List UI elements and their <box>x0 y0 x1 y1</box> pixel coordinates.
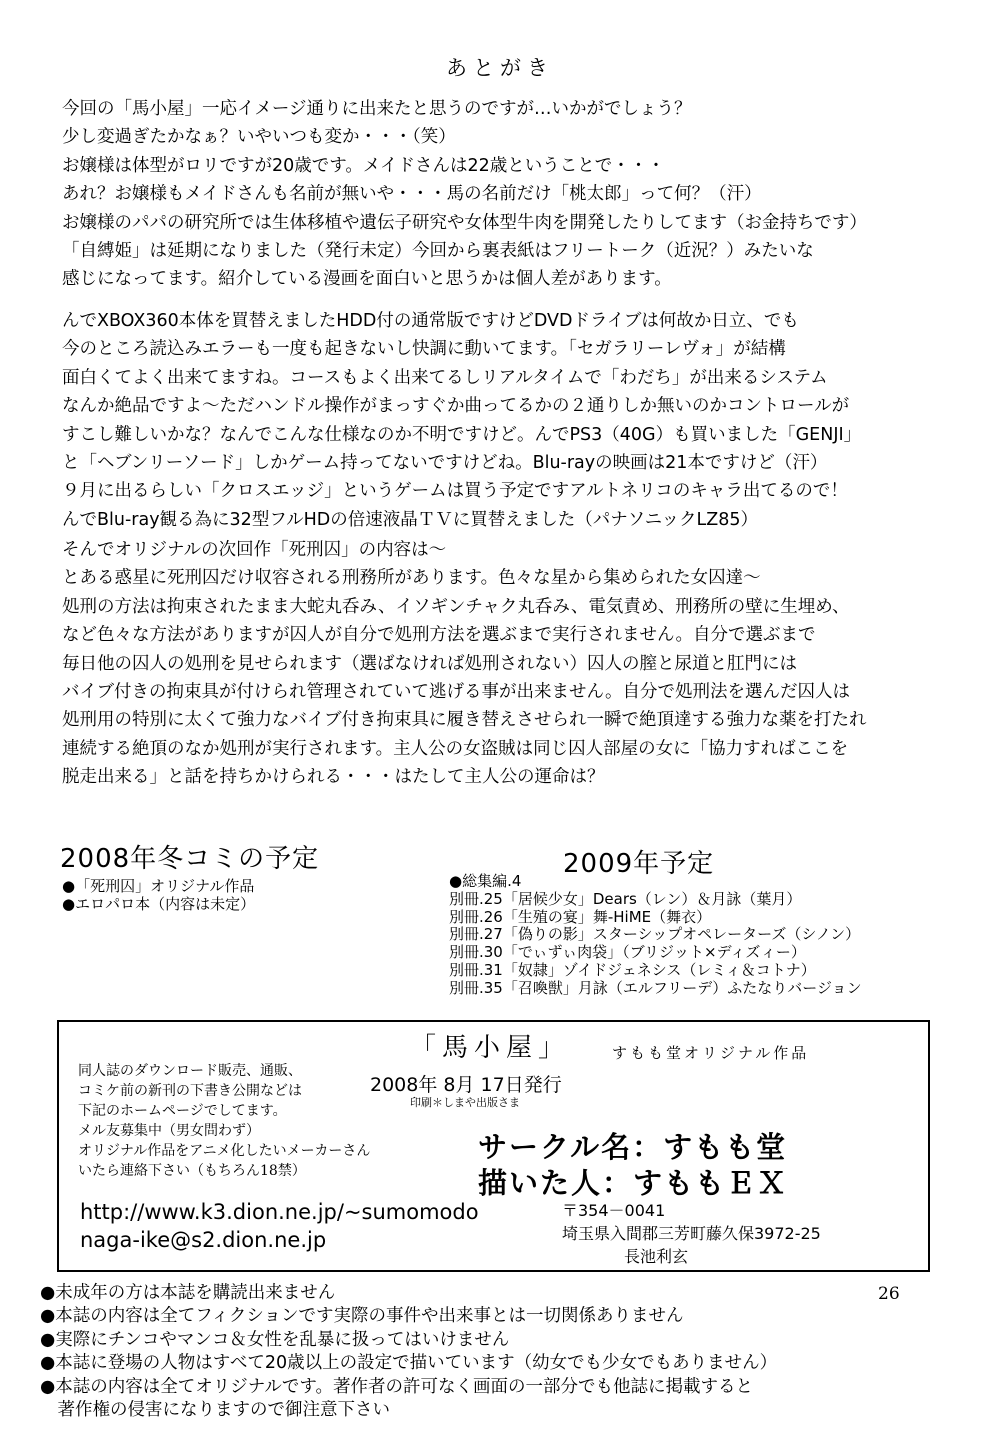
text-line: 今回の「馬小屋」一応イメージ通りに出来たと思うのですが…いかがでしょう？ <box>62 99 692 119</box>
author-name: 長池利玄 <box>624 1247 689 1266</box>
list-item: 別冊.27「偽りの影」スターシップオペレーターズ（シノン） <box>449 925 861 944</box>
afterword-paragraph-2 <box>62 307 962 534</box>
notices <box>40 1282 777 1422</box>
list-item: 別冊.26「生殖の宴」舞-HiME（舞衣） <box>449 907 712 926</box>
postal-code: 〒354－0041 <box>562 1201 666 1220</box>
list-item: 別冊.31「奴隷」ゾイドジェネシス（レミィ＆コトナ） <box>449 960 816 979</box>
work-subtitle: すもも堂オリジナル作品 <box>612 1044 810 1062</box>
info-line: 下記のホームページでしてます。 <box>78 1103 287 1119</box>
text-line: あれ？お嬢様もメイドさんも名前が無いや・・・馬の名前だけ「桃太郎」って何？（汗） <box>62 184 762 205</box>
info-line: オリジナル作品をアニメ化したいメーカーさん <box>78 1143 371 1159</box>
list-item: ●「死刑囚」オリジナル作品 <box>62 877 255 895</box>
printer: 印刷＊しまや出版さま <box>410 1096 520 1109</box>
email-link[interactable]: naga-ike@s2.dion.ne.jp <box>80 1228 327 1252</box>
text-line: 毎日他の囚人の処刑を見せられます（選ばなければ処刑されない）囚人の膣と尿道と肛門には <box>62 653 797 674</box>
text-line: 連続する絶頂のなか処刑が実行されます。主人公の女盗賊は同じ囚人部屋の女に「協力すればここを <box>62 738 849 759</box>
text-line: すこし難しいかな？なんでこんな仕様なのか不明ですけど。んでPS3（40G）も買いました「GENJI」 <box>62 424 862 445</box>
list-item: 別冊.35「召喚獣」月詠（エルフリーデ）ふたなりバージョン <box>449 978 862 997</box>
text-line: 処刑用の特別に太くて強力なバイブ付き拘束具に履き替えさせられ一瞬で絶頂達する強力な薬を打たれ <box>62 710 867 731</box>
text-line: とある惑星に死刑囚だけ収容される刑務所があります。色々な星から集められた女囚達～ <box>62 568 761 589</box>
notice-line: ●未成年の方は本誌を購読出来ません <box>40 1283 336 1303</box>
info-line: 同人誌のダウンロード販売、通販、 <box>78 1063 302 1079</box>
info-line: いたら連絡下さい（もちろん18禁） <box>78 1163 306 1179</box>
list-item: 別冊.30「でぃずぃ肉袋」（ブリジット×ディズィー） <box>449 943 806 962</box>
text-line: 面白くてよく出来てますね。コースもよく出来てるしリアルタイムで「わだち」が出来るシステム <box>62 367 828 388</box>
artist-name: 描いた人：すももＥＸ <box>478 1166 789 1200</box>
text-line: と「ヘブンリーソード」しかゲーム持ってないですけどね。Blu-rayの映画は21本ですけど（汗） <box>62 453 828 474</box>
text-line: お嬢様のパパの研究所では生体移植や遺伝子研究や女体型牛肉を開発したりしてます（お金持ちです） <box>62 212 867 233</box>
afterword-paragraph-3 <box>62 536 962 792</box>
info-line: メル友募集中（男女問わず） <box>78 1123 260 1139</box>
homepage-link[interactable]: http://www.k3.dion.ne.jp/~sumomodo <box>80 1200 479 1224</box>
list-item: ●エロパロ本（内容は未定） <box>62 894 256 913</box>
text-line: 「自縛姫」は延期になりました（発行未定）今回から裏表紙はフリートーク（近況？）みたいな <box>62 241 814 262</box>
text-line: ９月に出るらしい「クロスエッジ」というゲームは買う予定ですアルトネリコのキャラ出てるので！ <box>62 481 848 502</box>
text-line: など色々な方法がありますが囚人が自分で処刑方法を選ぶまで実行されません。自分で選ぶまで <box>62 625 816 646</box>
notice-line: ●本誌に登場の人物はすべて20歳以上の設定で描いています（幼女でも少女でもありません） <box>40 1353 778 1374</box>
colophon-info <box>78 1061 370 1181</box>
contact-links <box>80 1198 479 1254</box>
schedule-2009-list <box>449 873 862 998</box>
text-line: そんでオリジナルの次回作「死刑囚」の内容は～ <box>62 540 447 560</box>
circle-credits <box>478 1129 788 1201</box>
notice-line: ●実際にチンコやマンコ＆女性を乱暴に扱ってはいけません <box>40 1329 510 1350</box>
text-line: んでXBOX360本体を買替えましたHDD付の通常版ですけどDVDドライブは何故か日立、でも <box>62 311 799 331</box>
text-line: お嬢様は体型がロリですが20歳です。メイドさんは22歳ということで・・・ <box>62 155 665 176</box>
page-title: あとがき <box>446 56 554 80</box>
text-line: なんか絶品ですよ～ただハンドル操作がまっすぐか曲ってるかの２通りしか無いのかコントロールが <box>62 396 850 417</box>
issue-date: 2008年 8月 17日発行 <box>370 1074 562 1096</box>
text-line: んでBlu-ray観る為に32型フルHDの倍速液晶ＴＶに買替えました（パナソニックLZ85） <box>62 509 759 530</box>
text-line: 感じになってます。紹介している漫画を面白いと思うかは個人差があります。 <box>62 269 672 290</box>
text-line: 処刑の方法は拘束されたまま大蛇丸呑み、イソギンチャク丸呑み、電気責め、刑務所の壁に生埋め、 <box>62 596 850 617</box>
text-line: 今のところ読込みエラーも一度も起きないし快調に動いてます。「セガラリーレヴォ」が結構 <box>62 339 786 360</box>
circle-name: サークル名：すもも堂 <box>478 1130 788 1164</box>
postal-address <box>562 1199 821 1268</box>
work-title: 「馬小屋」 <box>410 1033 571 1063</box>
notice-line: ●本誌の内容は全てフィクションです実際の事件や出来事とは一切関係ありません <box>40 1306 684 1327</box>
text-line: 脱走出来る」と話を持ちかけられる・・・はたして主人公の運命は？ <box>62 767 605 788</box>
page-number: 26 <box>878 1284 900 1304</box>
schedule-2008-list <box>62 878 255 914</box>
schedule-2008-title: 2008年冬コミの予定 <box>60 844 320 874</box>
list-item: 別冊.25「居候少女」Dears（レン）＆月詠（葉月） <box>449 889 802 908</box>
text-line: バイブ付きの拘束具が付けられ管理されていて逃げる事が出来ません。自分で処刑法を選んだ囚人は <box>62 682 851 703</box>
info-line: コミケ前の新刊の下書き公開などは <box>78 1083 302 1099</box>
text-line: 少し変過ぎたかなぁ？いやいつも変か・・・（笑） <box>62 127 456 148</box>
notice-line: ●本誌の内容は全てオリジナルです。著作者の許可なく画面の一部分でも他誌に掲載すると <box>40 1376 753 1397</box>
schedule-2009-title: 2009年予定 <box>563 849 715 879</box>
street-address: 埼玉県入間郡三芳町藤久保3972-25 <box>562 1224 821 1243</box>
list-item: ●総集編.4 <box>449 872 522 890</box>
notice-line: 著作権の侵害になりますので御注意下さい <box>40 1400 390 1421</box>
afterword-paragraph-1 <box>62 95 962 294</box>
